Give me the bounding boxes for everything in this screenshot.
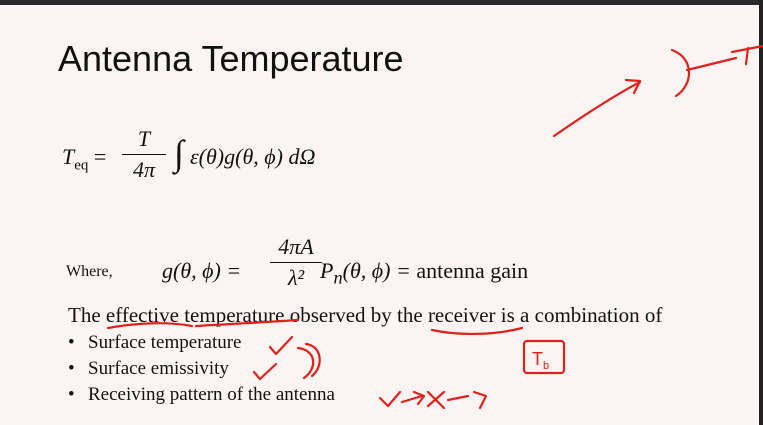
eq2-lhs: g(θ, ϕ) = [162, 258, 242, 283]
eq2-rhs: $P_n(\theta$, ϕ) = antenna gain [320, 258, 529, 288]
eq1-fraction: T 4π [122, 126, 166, 183]
antenna-line-sketch [687, 58, 736, 70]
brace-mark [298, 344, 320, 378]
list-item: • Surface emissivity [68, 358, 229, 379]
checkmark-1 [270, 337, 292, 354]
statement-text: The effective temperature observed by the receiver is a combination of [68, 303, 663, 327]
slide-title: Antenna Temperature [58, 38, 404, 79]
where-label: Where, [66, 263, 113, 280]
underline-receiver [432, 328, 522, 334]
underline-effective [108, 323, 192, 328]
arrow-sketch-2 [448, 392, 486, 408]
arrow-stroke [554, 82, 640, 136]
eq1-lhs: $T_{eq}$ = [62, 144, 107, 174]
antenna-t-sketch [732, 46, 763, 64]
x-mark [428, 392, 444, 408]
list-item: • Receiving pattern of the antenna [68, 384, 335, 405]
boxed-label: $T_b$ [532, 349, 550, 372]
list-item: • Surface temperature [68, 332, 242, 353]
eq2-fraction: 4πA λ² [270, 234, 322, 291]
arrow-sketch-1 [402, 392, 424, 404]
antenna-dish-sketch [672, 50, 689, 96]
eq1-integrand: ε(θ)g(θ, ϕ) dΩ [190, 144, 316, 169]
integral-symbol: ∫ [174, 133, 184, 173]
underline-temperature [196, 320, 298, 326]
checkmark-2 [254, 364, 276, 379]
checkmark-3 [380, 392, 400, 406]
